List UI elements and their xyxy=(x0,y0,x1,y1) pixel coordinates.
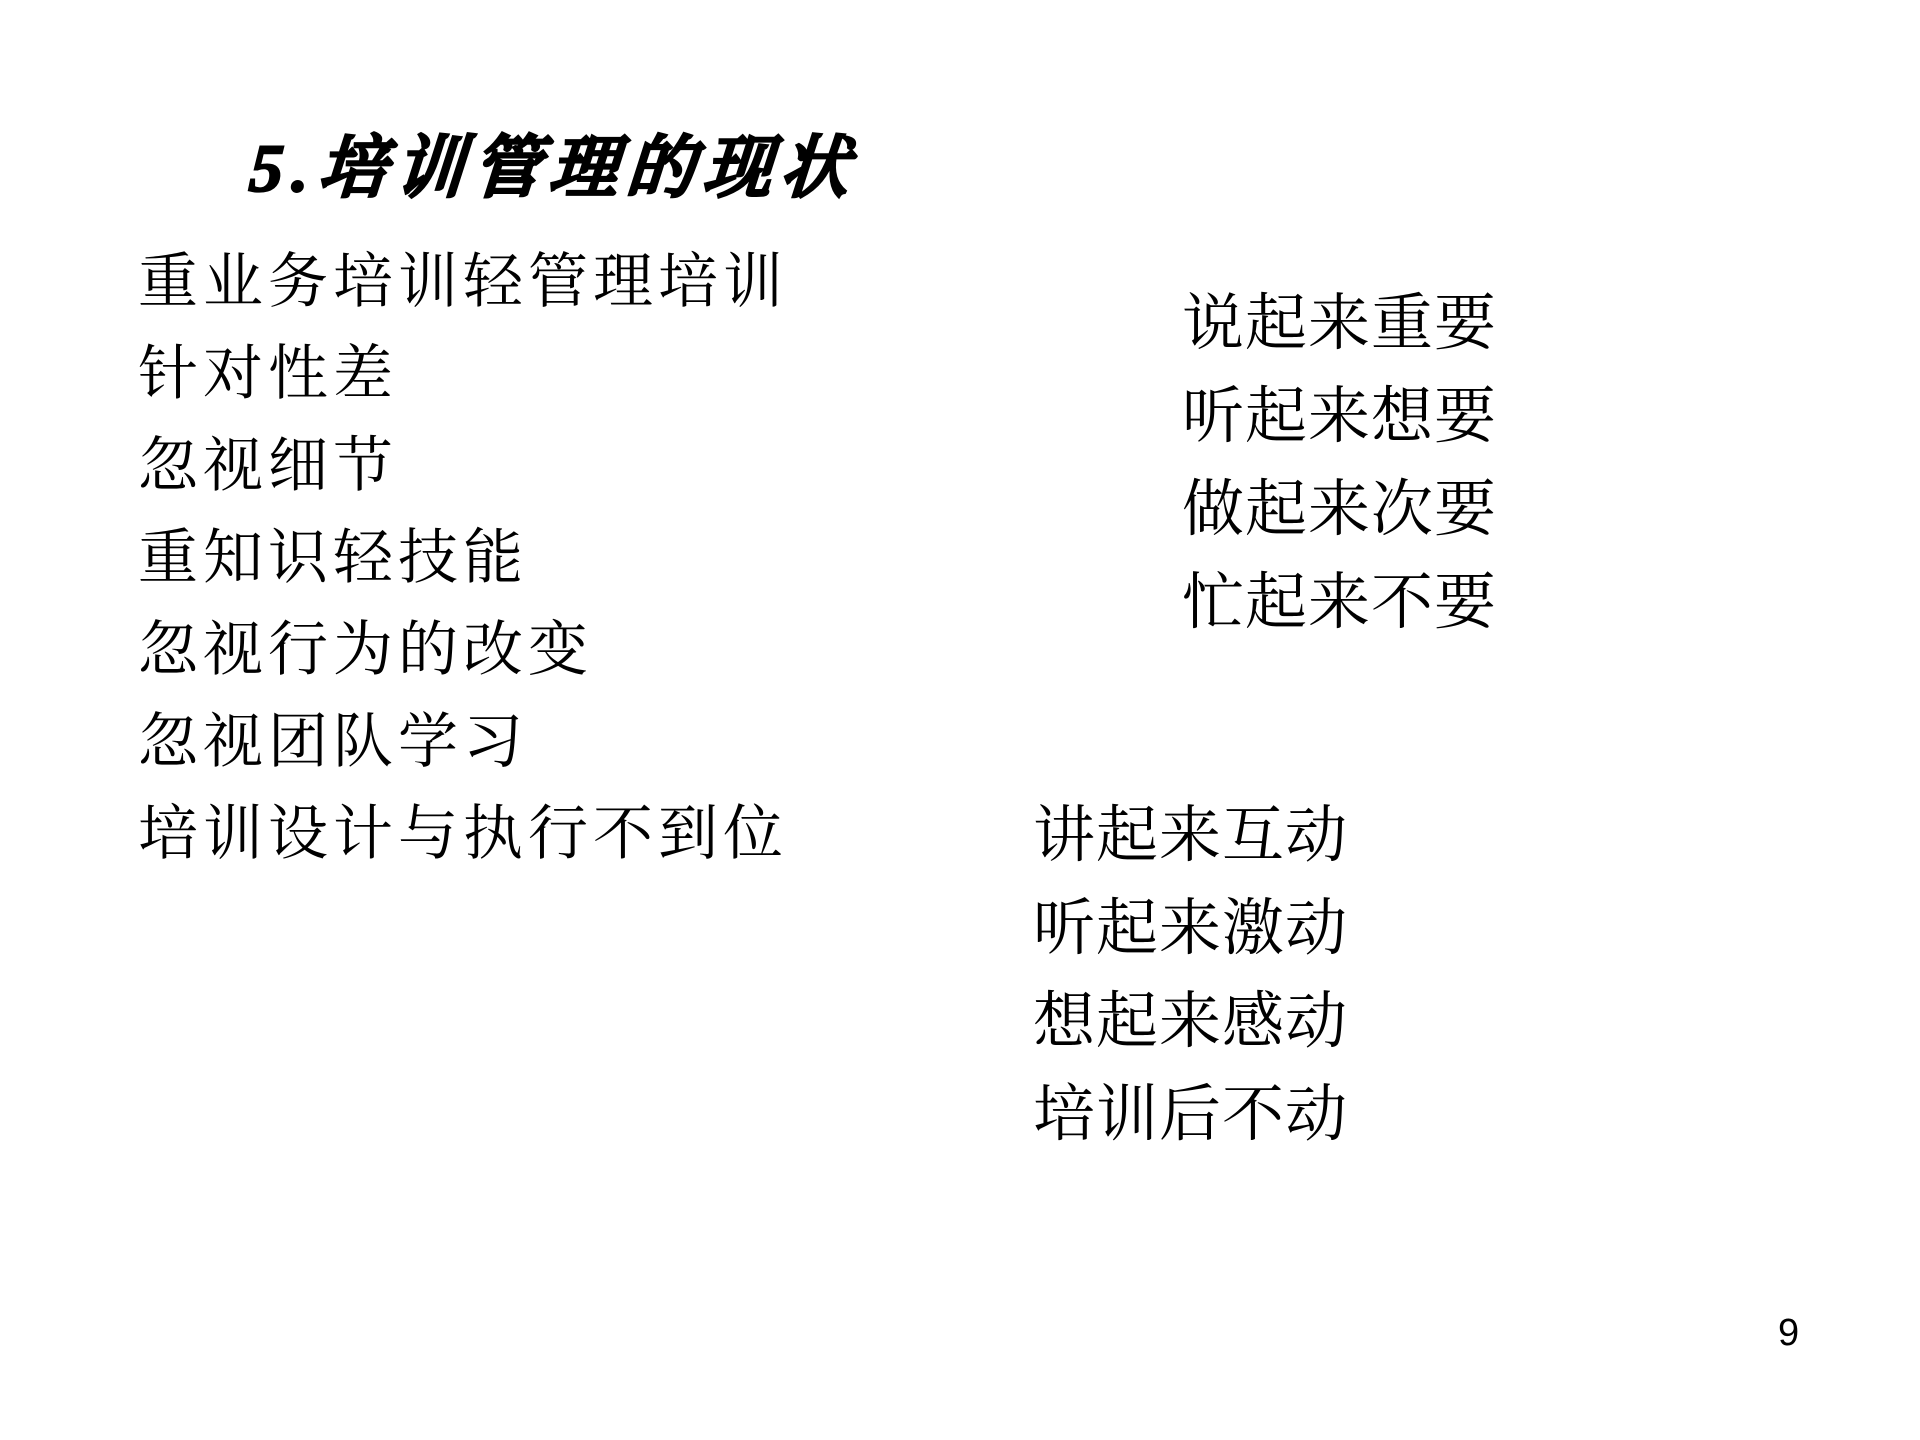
training-effect-quatrain xyxy=(1033,790,1348,1162)
list-item: 重知识轻技能 xyxy=(138,525,528,591)
page-number: 9 xyxy=(1778,1312,1800,1354)
list-item: 针对性差 xyxy=(138,341,398,407)
list-item: 听起来激动 xyxy=(1033,895,1349,963)
list-item: 重业务培训轻管理培训 xyxy=(138,249,788,315)
list-item: 忙起来不要 xyxy=(1182,569,1498,637)
list-item: 听起来想要 xyxy=(1182,383,1498,451)
list-item: 做起来次要 xyxy=(1182,476,1498,544)
list-item: 想起来感动 xyxy=(1033,988,1349,1056)
list-item: 忽视行为的改变 xyxy=(138,617,593,683)
training-problems-list xyxy=(138,236,788,880)
list-item: 忽视细节 xyxy=(138,433,398,499)
list-item: 说起来重要 xyxy=(1182,290,1498,358)
list-item: 讲起来互动 xyxy=(1033,802,1349,870)
list-item: 培训设计与执行不到位 xyxy=(138,801,788,867)
slide-title: 5.培训管理的现状 xyxy=(246,129,861,206)
list-item: 培训后不动 xyxy=(1033,1081,1349,1149)
list-item: 忽视团队学习 xyxy=(138,709,528,775)
importance-quatrain xyxy=(1182,278,1497,650)
